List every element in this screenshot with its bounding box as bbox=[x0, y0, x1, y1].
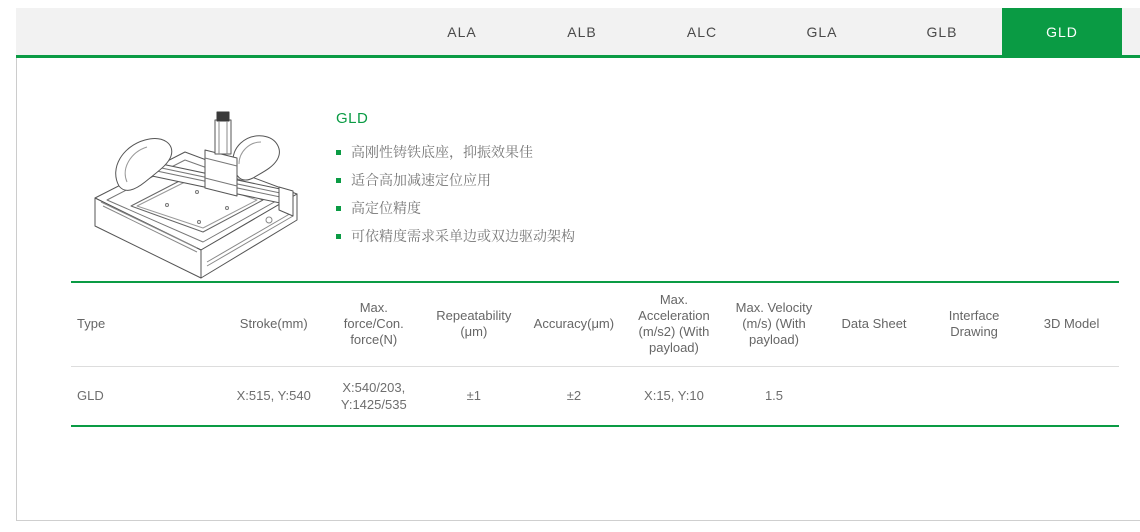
tab-gld-active[interactable]: GLD bbox=[1002, 8, 1122, 55]
product-line-drawing bbox=[79, 102, 307, 284]
header-stroke: Stroke(mm) bbox=[239, 316, 308, 332]
tab-ala[interactable]: ALA bbox=[447, 23, 477, 40]
z-axis-motor bbox=[217, 112, 229, 121]
spec-table-header-row bbox=[71, 282, 1119, 366]
header-3d-model: 3D Model bbox=[1043, 316, 1100, 332]
feature-item bbox=[336, 173, 575, 188]
cell-type: GLD bbox=[77, 388, 104, 404]
feature-item bbox=[336, 201, 575, 216]
cell-data-sheet bbox=[824, 366, 924, 426]
cell-stroke: X:515, Y:540 bbox=[236, 388, 311, 404]
tab-alc[interactable]: ALC bbox=[686, 23, 718, 40]
feature-item bbox=[336, 229, 575, 244]
tab-alb[interactable]: ALB bbox=[567, 23, 597, 40]
cell-repeatability: ±1 bbox=[466, 388, 482, 404]
header-max-force: Max. force/Con. force(N) bbox=[343, 300, 404, 348]
cell-max-acceleration: X:15, Y:10 bbox=[644, 388, 704, 404]
spec-table-row-gld bbox=[71, 366, 1119, 426]
bullet-square-icon bbox=[336, 150, 341, 155]
z-axis-tower bbox=[215, 120, 231, 154]
product-title: GLD bbox=[336, 110, 369, 127]
tab-glb[interactable]: GLB bbox=[926, 23, 958, 40]
header-interface-drawing: Interface Drawing bbox=[948, 308, 1000, 340]
bullet-square-icon bbox=[336, 206, 341, 211]
feature-list bbox=[336, 145, 575, 244]
cell-interface-drawing bbox=[924, 366, 1024, 426]
header-max-velocity: Max. Velocity (m/s) (With payload) bbox=[735, 300, 813, 348]
feature-text: 高刚性铸铁底座，抑振效果佳 bbox=[351, 144, 533, 160]
tab-gla[interactable]: GLA bbox=[806, 23, 838, 40]
header-data-sheet: Data Sheet bbox=[841, 316, 907, 332]
carriage-plate bbox=[205, 150, 237, 196]
tab-bar bbox=[16, 8, 1140, 55]
product-info bbox=[336, 110, 575, 257]
header-accuracy: Accuracy(μm) bbox=[533, 316, 615, 332]
feature-text: 适合高加减速定位应用 bbox=[351, 172, 491, 188]
spec-table bbox=[71, 281, 1119, 427]
feature-text: 高定位精度 bbox=[351, 200, 421, 216]
bullet-square-icon bbox=[336, 178, 341, 183]
cell-max-velocity: 1.5 bbox=[764, 388, 784, 404]
cell-3d-model bbox=[1024, 366, 1119, 426]
feature-item bbox=[336, 145, 575, 160]
feature-text: 可依精度需求采单边或双边驱动架构 bbox=[351, 228, 575, 244]
product-series-tabs bbox=[16, 0, 1140, 58]
header-max-acceleration: Max. Acceleration (m/s2) (With payload) bbox=[638, 292, 710, 356]
header-repeatability: Repeatability (μm) bbox=[436, 308, 512, 340]
header-type: Type bbox=[77, 316, 106, 332]
content-panel bbox=[16, 58, 1140, 521]
cell-accuracy: ±2 bbox=[566, 388, 582, 404]
bullet-square-icon bbox=[336, 234, 341, 239]
cell-max-force: X:540/203, Y:1425/535 bbox=[340, 379, 407, 412]
